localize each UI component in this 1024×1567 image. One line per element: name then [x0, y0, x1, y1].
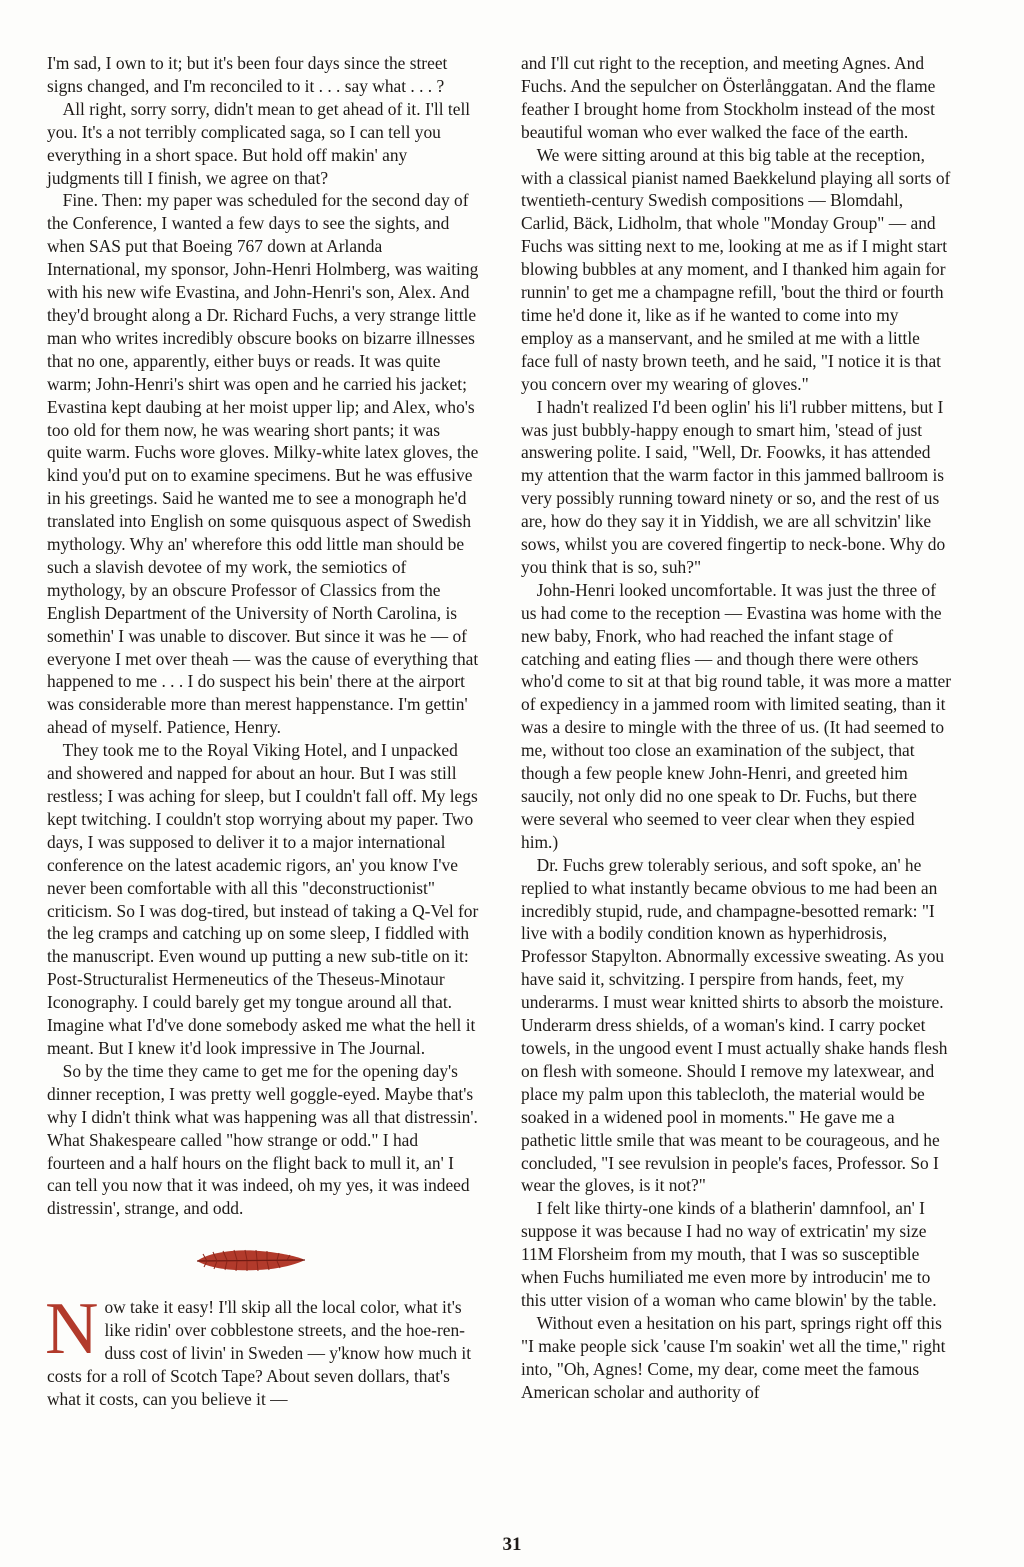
paragraph: We were sitting around at this big table at the reception, with a classical pianist named Baekkelund playing all sorts of twentieth-century Swedish compositions — Blomdahl, Carlid, Bäck, Lidholm, that whole "Monday Group" — and Fuchs was sitting next to me, looking at me as if I might start blowing bubbles at any moment, and I thanked him again for runnin' to get me a champagne refill, 'bout the third or fourth time he'd done it, like as if he wanted to come into my employ as a manservant, and he smiled at me with a little face full of nasty brown teeth, and he said, "I notice it is that you concern over my wearing of gloves.": [521, 144, 951, 394]
left-column: [47, 52, 479, 1411]
drop-cap: N: [45, 1288, 99, 1371]
paragraph: They took me to the Royal Viking Hotel, and I unpacked and showered and napped for about an hour. But I was still restless; I was aching for sleep, but I couldn't fall off. My legs kept twitching. I couldn't stop worrying about my paper. Two days, I was supposed to deliver it to a major international conference on the latest academic rigors, an' you know I've never been comfortable with all this "deconstructionist" criticism. So I was dog-tired, but instead of taking a Q-Vel for the leg cramps and catching up on some sleep, I fiddled with the manuscript. Even wound up putting a new sub-title on it: Post-Structuralist Hermeneutics of the Theseus-Minotaur Iconography. I could barely get my tongue around all that. Imagine what I'd've done somebody asked me what the hell it meant. But I knew it'd look impressive in The Journal.: [47, 740, 479, 1058]
paragraph: Fine. Then: my paper was scheduled for the second day of the Conference, I wanted a few days to see the sights, and when SAS put that Boeing 767 down at Arlanda International, my sponsor, John-Henri Holmberg, was waiting with his new wife Evastina, and John-Henri's son, Alex. And they'd brought along a Dr. Richard Fuchs, a very strange little man who writes incredibly obscure books on bizarre illnesses that no one, apparently, either buys or reads. It was quite warm; John-Henri's shirt was open and he carried his jacket; Evastina kept daubing at her moist upper lip; and Alex, who's too old for them now, he was wearing short pants; it was quite warm. Fuchs wore gloves. Milky-white latex gloves, the kind you'd put on to examine specimens. But he was effusive in his greetings. Said he wanted me to see a monograph he'd translated into English on some quisquous aspect of Swedish mythology. Why an' wherefore this odd little man should be such a slavish devotee of my work, the semiotics of mythology, by an obscure Professor of Classics from the English Department of the University of North Carolina, is somethin' I was unable to discover. But since it was he — of everyone I met over theah — was the cause of everything that happened to me . . . I do suspect his bein' there at the airport was considerable more than merest happenstance. I'm gettin' ahead of myself. Patience, Henry.: [47, 190, 479, 738]
paragraph: So by the time they came to get me for the opening day's dinner reception, I was pretty well goggle-eyed. Maybe that's why I didn't think what was happening was all that distressin'. What Shakespeare called "how strange or odd." I had fourteen and a half hours on the flight back to mull it, an' I can tell you now that it was indeed, oh my yes, it was indeed distressin', strange, and odd.: [47, 1060, 478, 1219]
page-number: 31: [502, 1534, 522, 1555]
paragraph: John-Henri looked uncomfortable. It was just the three of us had come to the reception — Evastina was home with the new baby, Fnork, who had reached the infant stage of catching and eating flies — and though there were others who'd come to sit at that big round table, it was more a matter of expediency in a jammed room with limited seating, than it was a desire to mingle with the three of us. (It had seemed to me, without too close an examination of the subject, that though a few people knew John-Henri, and greeted him saucily, not only did no one speak to Dr. Fuchs, but there were several who seemed to veer clear when they espied him.): [521, 579, 952, 852]
paragraph: Without even a hesitation on his part, springs right off this "I make people sick 'cause I'm soakin' wet all the time," right into, "Oh, Agnes! Come, my dear, come meet the famous American scholar and authority of: [521, 1312, 946, 1402]
red-feather-icon: [47, 1246, 479, 1280]
paragraph: I hadn't realized I'd been oglin' his li'l rubber mittens, but I was just bubbly-happy enough to smart him, 'stead of just answering polite. I said, "Well, Dr. Foowks, it has attended my attention that the warm factor in this jammed ballroom is very possibly running toward ninety or so, and the rest of us are, how do they say it in Yiddish, we are all schvitzin' like sows, whilst you are covered fingertip to neck-bone. Why do you think that is so, suh?": [521, 396, 946, 577]
paragraph: and I'll cut right to the reception, and meeting Agnes. And Fuchs. And the sepulcher on Österlånggatan. And the flame feather I brought home from Stockholm instead of the most beautiful woman who ever walked the face of the earth.: [521, 53, 936, 142]
paragraph: All right, sorry sorry, didn't mean to get ahead of it. I'll tell you. It's a not terribly complicated saga, so I can tell you everything in a short space. But hold off makin' any judgments till I finish, we agree on that?: [47, 98, 471, 188]
drop-cap-paragraph-text: ow take it easy! I'll skip all the local color, what it's like ridin' over cobblestone streets, and the hoe-ren-duss cost of livin' in Sweden — y'know how much it costs for a roll of Scotch Tape? About seven dollars, that's what it costs, can you believe it —: [47, 1297, 472, 1409]
paragraph: Dr. Fuchs grew tolerably serious, and soft spoke, an' he replied to what instantly became obvious to me had been an incredibly stupid, rude, and champagne-besotted remark: "I live with a bodily condition known as hyperhidrosis, Professor Stapylton. Abnormally excessive sweating. As you have said it, schvitzing. I perspire from hands, feet, my underarms. I must wear knitted shirts to absorb the moisture. Underarm dress shields, of a woman's kind. I carry pocket towels, in the ungood event I must actually shake hands flesh on flesh with someone. Should I remove my latexwear, and place my palm upon this tablecloth, the material would be soaked in a widened pool in moments." He gave me a pathetic little smile that was meant to be courageous, and he concluded, "I see revulsion in people's faces, Professor. So I wear the gloves, is it not?": [521, 854, 948, 1196]
paragraph: I'm sad, I own to it; but it's been four days since the street signs changed, and I'm reconciled to it . . . say what . . . ?: [47, 53, 448, 96]
right-column: [521, 52, 953, 1403]
paragraph: I felt like thirty-one kinds of a blatherin' damnfool, an' I suppose it was because I had no way of extricatin' my size 11M Florsheim from my mouth, that I was so susceptible when Fuchs humiliated me even more by introducin' me to this utter vision of a woman who came blowin' by the table.: [521, 1198, 937, 1310]
drop-cap-paragraph: [45, 1288, 479, 1411]
